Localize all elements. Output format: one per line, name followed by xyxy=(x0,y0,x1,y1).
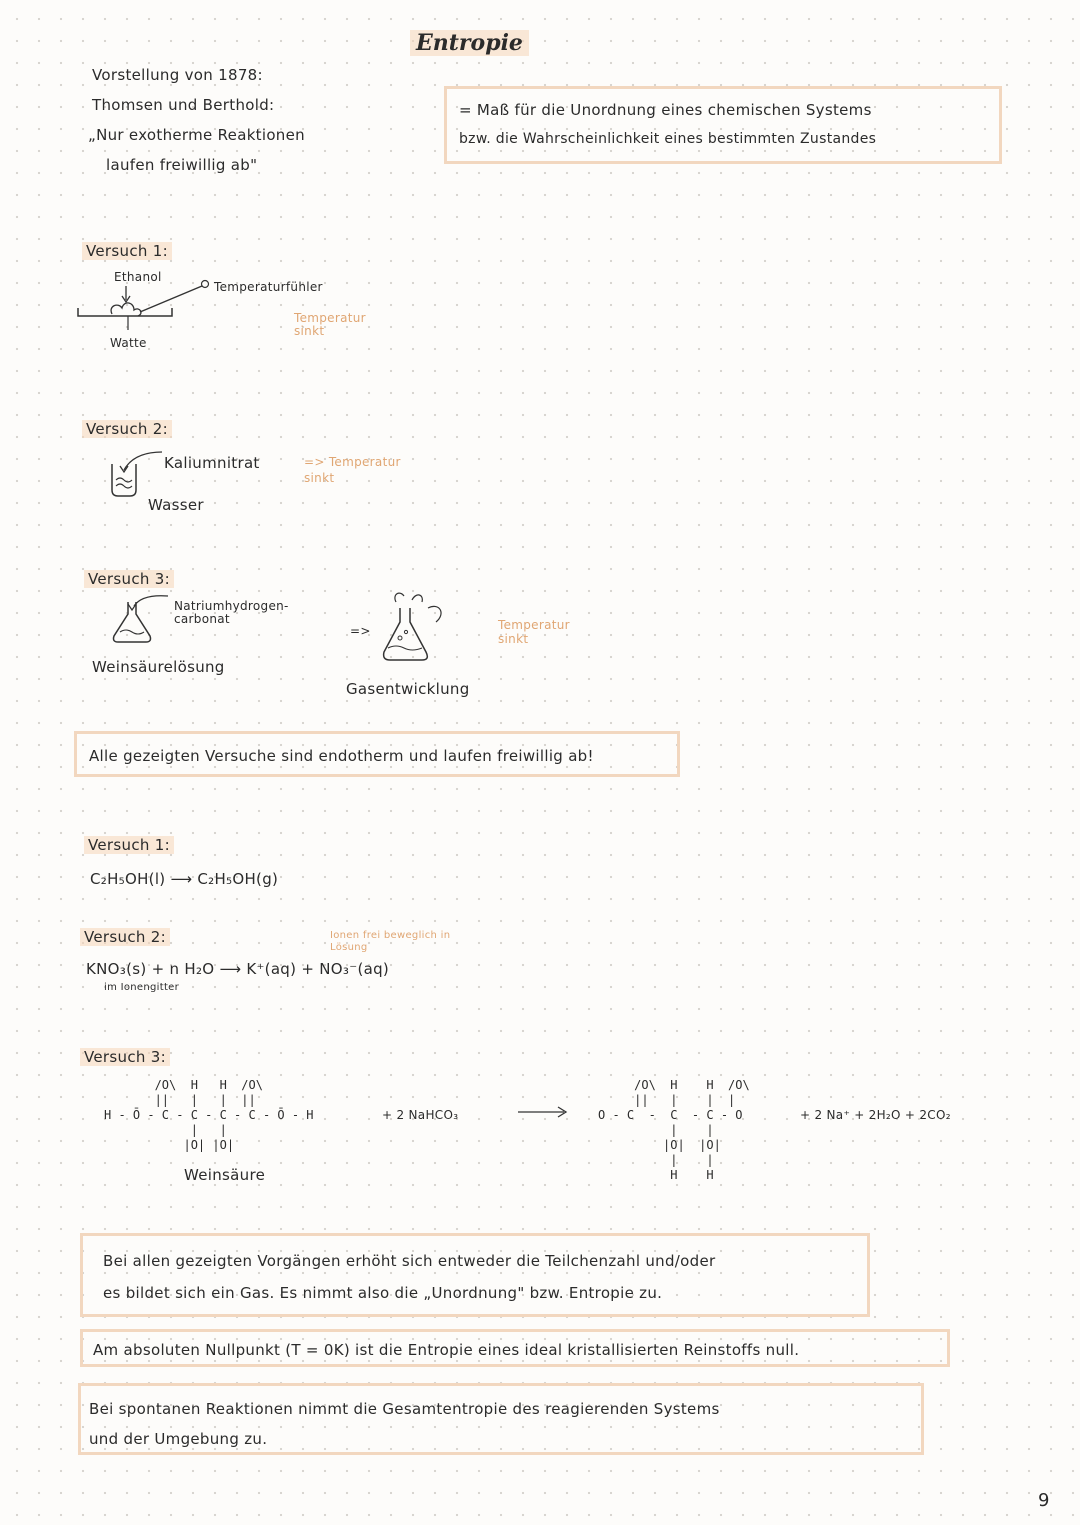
conclusion-line-2: es bildet sich ein Gas. Es nimmt also die „Unordnung" bzw. Entropie zu. xyxy=(103,1284,663,1302)
exp1-sketch xyxy=(74,278,224,338)
exp1-label-watte: Watte xyxy=(110,336,147,350)
intro-line-1: Vorstellung von 1878: xyxy=(92,66,263,84)
second-law-box xyxy=(78,1383,924,1455)
exp3-sketch-flask xyxy=(104,592,184,652)
third-law-text: Am absoluten Nullpunkt (T = 0K) ist die Entropie eines ideal kristallisierten Reinstoffs null. xyxy=(93,1341,800,1359)
eq1-heading: Versuch 1: xyxy=(84,836,174,854)
eq3-reactant-extra: + 2 NaHCO₃ xyxy=(382,1108,459,1122)
exp3-label-solution: Weinsäurelösung xyxy=(92,658,225,676)
exp3-label-gas: Gasentwicklung xyxy=(346,680,470,698)
eq2-note: Ionen frei beweglich in Lösung xyxy=(330,930,451,953)
exp3-label-carbonate: Natriumhydrogen-carbonat xyxy=(174,599,289,626)
exp3-arrow: => xyxy=(350,624,371,638)
conclusion-box xyxy=(80,1233,870,1317)
definition-line-1: = Maß für die Unordnung eines chemischen Systems xyxy=(459,101,872,119)
exp2-label-salt: Kaliumnitrat xyxy=(164,454,260,472)
intro-line-2: Thomsen und Berthold: xyxy=(92,96,275,114)
reaction-arrow xyxy=(516,1104,570,1120)
exp3-heading: Versuch 3: xyxy=(84,570,174,588)
exp1-result: Temperatur sinkt xyxy=(294,311,366,338)
eq3-products: + 2 Na⁺ + 2H₂O + 2CO₂ xyxy=(800,1108,951,1122)
eq2-equation: KNO₃(s) + n H₂O ⟶ K⁺(aq) + NO₃⁻(aq) xyxy=(86,960,390,978)
summary-text: Alle gezeigten Versuche sind endotherm und laufen freiwillig ab! xyxy=(89,747,594,765)
eq3-reactant-name: Weinsäure xyxy=(184,1166,266,1184)
page-title: Entropie xyxy=(410,30,529,56)
eq3-heading: Versuch 3: xyxy=(80,1048,170,1066)
conclusion-line-1: Bei allen gezeigten Vorgängen erhöht sich entweder die Teilchenzahl und/oder xyxy=(103,1252,716,1270)
eq2-heading: Versuch 2: xyxy=(80,928,170,946)
eq2-sub: im Ionengitter xyxy=(104,982,180,993)
third-law-box xyxy=(80,1329,950,1367)
exp3-sketch-gas xyxy=(370,588,460,678)
exp1-heading: Versuch 1: xyxy=(82,242,172,260)
definition-line-2: bzw. die Wahrscheinlichkeit eines bestimmten Zustandes xyxy=(459,131,877,147)
exp1-label-ethanol: Ethanol xyxy=(114,270,162,284)
page-number: 9 xyxy=(1038,1490,1050,1511)
definition-box xyxy=(444,86,1002,164)
summary-box-endotherm xyxy=(74,731,680,777)
exp3-result: Temperatur sinkt xyxy=(498,618,570,646)
intro-line-4: laufen freiwillig ab" xyxy=(106,156,258,174)
second-law-line-1: Bei spontanen Reaktionen nimmt die Gesamtentropie des reagierenden Systems xyxy=(89,1400,720,1418)
exp2-result: => Temperatur sinkt xyxy=(304,455,401,485)
tartrate-structure: /O\ H H /O\ || | | | O - C - C - C - O | | |O| |O| | | H H xyxy=(598,1078,750,1182)
eq1-equation: C₂H₅OH(l) ⟶ C₂H₅OH(g) xyxy=(90,870,279,888)
tartaric-acid-structure: /O\ H H /O\ || | | || H - Ō - C - C - C - C - Ō - H | | |O| |O| xyxy=(104,1078,314,1152)
exp2-label-water: Wasser xyxy=(148,496,204,514)
exp1-label-sensor: Temperaturfühler xyxy=(214,280,323,294)
intro-line-3: „Nur exotherme Reaktionen xyxy=(88,126,305,144)
second-law-line-2: und der Umgebung zu. xyxy=(89,1430,268,1448)
exp2-heading: Versuch 2: xyxy=(82,420,172,438)
